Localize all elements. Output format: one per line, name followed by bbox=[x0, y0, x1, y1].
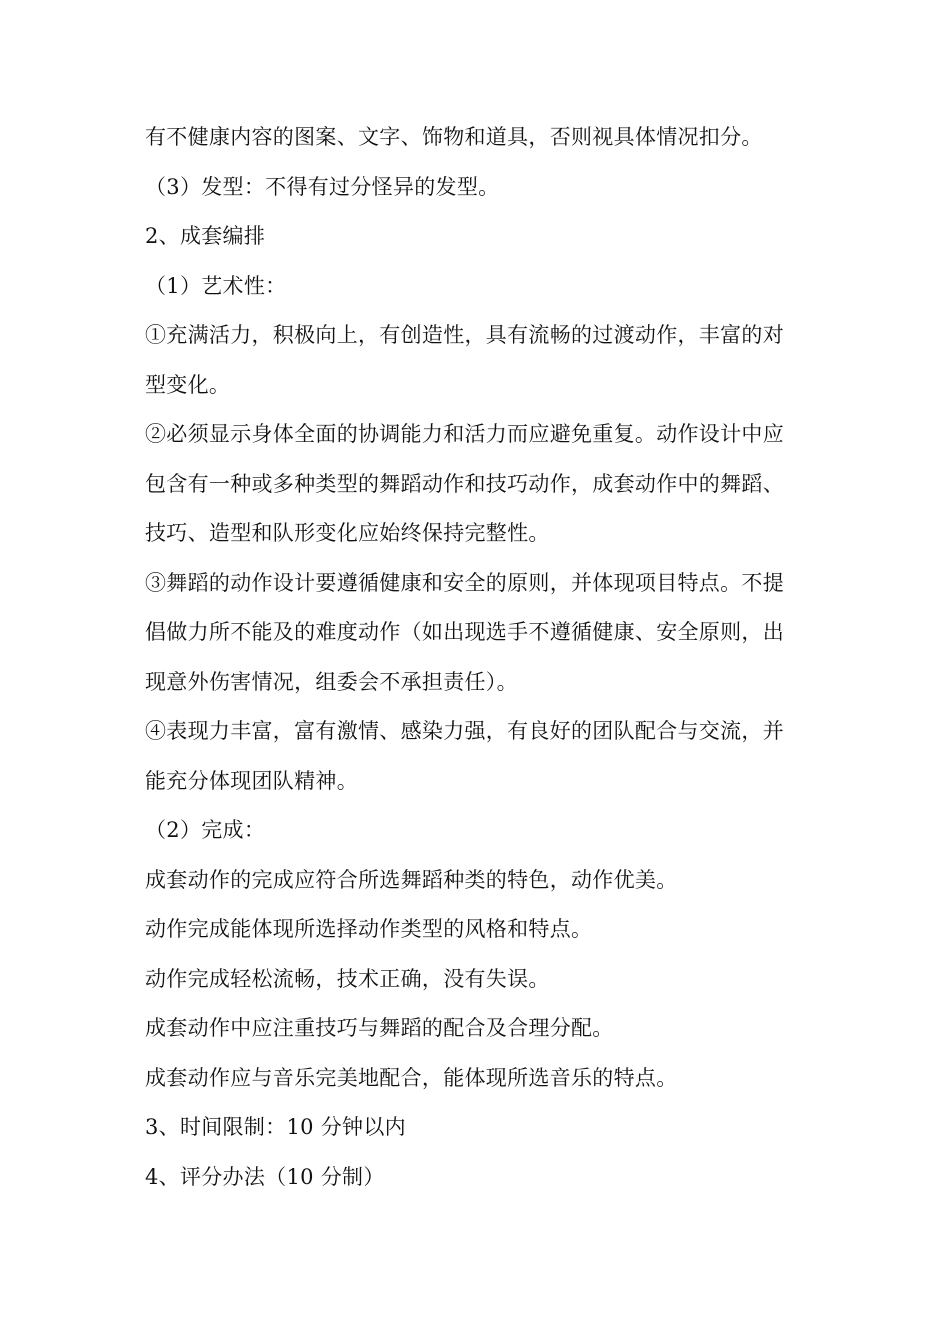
text-line: 技巧、造型和队形变化应始终保持完整性。 bbox=[145, 521, 550, 545]
text-line: ④表现力丰富，富有激情、感染力强，有良好的团队配合与交流，并 bbox=[145, 719, 784, 743]
text-line: 有不健康内容的图案、文字、饰物和道具，否则视具体情况扣分。 bbox=[145, 125, 763, 149]
subsection-heading: （1）艺术性： bbox=[145, 273, 287, 298]
text-line: 倡做力所不能及的难度动作（如出现选手不遵循健康、安全原则，出 bbox=[145, 620, 784, 644]
text-line: ①充满活力，积极向上，有创造性，具有流畅的过渡动作，丰富的对 bbox=[145, 323, 784, 347]
text-line: ②必须显示身体全面的协调能力和活力而应避免重复。动作设计中应 bbox=[145, 422, 784, 446]
text-line: 型变化。 bbox=[145, 372, 231, 397]
document-body bbox=[145, 116, 825, 1205]
subsection-heading: （2）完成： bbox=[145, 818, 266, 842]
section-heading: 2、成套编排 bbox=[145, 224, 266, 248]
section-heading: 3、时间限制：10 分钟以内 bbox=[145, 1115, 406, 1139]
text-line: 成套动作应与音乐完美地配合，能体现所选音乐的特点。 bbox=[145, 1065, 678, 1090]
text-line: 成套动作中应注重技巧与舞蹈的配合及合理分配。 bbox=[145, 1016, 614, 1040]
section-heading: 4、评分办法（10 分制） bbox=[145, 1164, 385, 1189]
text-line: 能充分体现团队精神。 bbox=[145, 768, 358, 793]
text-line: 包含有一种或多种类型的舞蹈动作和技巧动作，成套动作中的舞蹈、 bbox=[145, 471, 784, 496]
text-line: 现意外伤害情况，组委会不承担责任）。 bbox=[145, 669, 518, 694]
text-line: 成套动作的完成应符合所选舞蹈种类的特色，动作优美。 bbox=[145, 867, 678, 892]
text-line: 动作完成轻松流畅，技术正确，没有失误。 bbox=[145, 966, 550, 991]
text-line: （3）发型：不得有过分怪异的发型。 bbox=[145, 174, 500, 199]
text-line: 动作完成能体现所选择动作类型的风格和特点。 bbox=[145, 917, 593, 941]
text-line: ③舞蹈的动作设计要遵循健康和安全的原则，并体现项目特点。不提 bbox=[145, 570, 784, 595]
